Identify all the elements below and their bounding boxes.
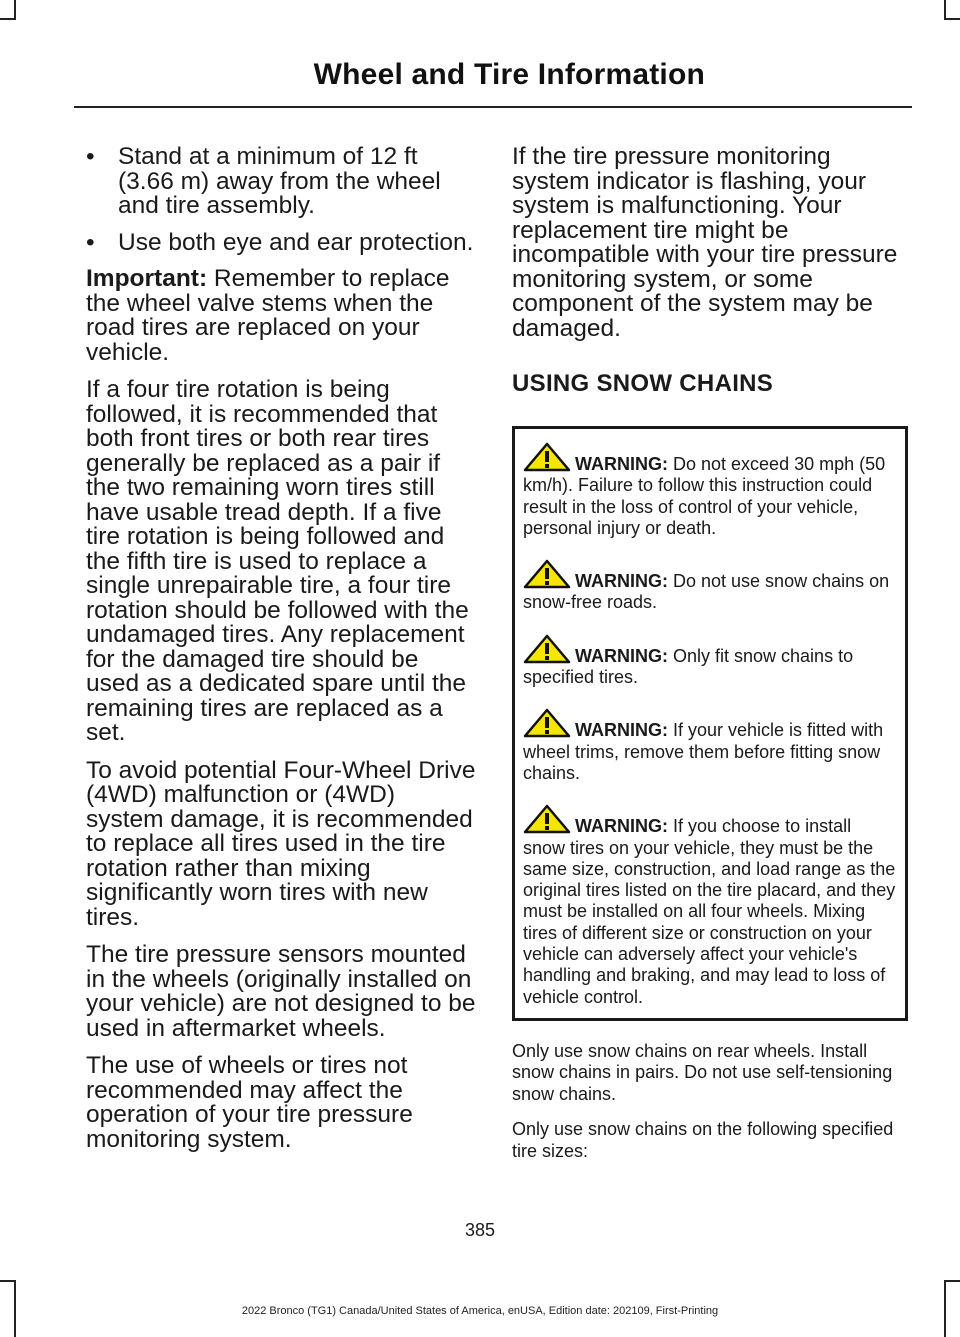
warning-text: Do not exceed 30 mph (50 km/h). Failure to follow this instruction could result in the loss of control of your vehicle, personal injury or death. bbox=[523, 454, 886, 538]
warning-item bbox=[523, 442, 897, 539]
warning-item bbox=[523, 559, 897, 614]
bullet-dot: • bbox=[86, 228, 95, 256]
warning-triangle-icon bbox=[523, 559, 571, 589]
paragraph: To avoid potential Four-Wheel Drive (4WD) malfunction or (4WD) system damage, it is recommended to replace all tires used in the tire rotation rather than mixing significantly worn tires with new tires. bbox=[86, 756, 476, 931]
warning-box bbox=[512, 426, 908, 1021]
warning-item bbox=[523, 804, 897, 1008]
left-column bbox=[86, 145, 478, 1165]
crop-mark-top-right-v bbox=[944, 0, 946, 20]
warning-text: If you choose to install snow tires on your vehicle, they must be the same size, construction, and load range as the original tires listed on the tire placard, and they must be installed on all four wheels. Mixing tires of different size or construction on your vehicle can adversely affect your vehicle's handling and braking, and may lead to loss of vehicle control. bbox=[523, 816, 896, 1007]
footer-text: 2022 Bronco (TG1) Canada/United States of America, enUSA, Edition date: 202109, First-Printing bbox=[241, 1305, 719, 1317]
warning-label: WARNING: bbox=[575, 645, 668, 666]
right-column bbox=[512, 145, 908, 1176]
warning-text: Do not use snow chains on snow-free roads. bbox=[523, 571, 890, 613]
bullet-dot: • bbox=[86, 143, 95, 170]
page-number: 385 bbox=[464, 1220, 496, 1240]
paragraph: The use of wheels or tires not recommended may affect the operation of your tire pressure monitoring system. bbox=[86, 1052, 413, 1153]
warning-triangle-icon bbox=[523, 634, 571, 664]
page-title: Wheel and Tire Information bbox=[313, 58, 705, 91]
warning-label: WARNING: bbox=[575, 571, 668, 592]
bullet-text: Use both eye and ear protection. bbox=[118, 228, 474, 256]
bullet-item bbox=[86, 145, 478, 219]
crop-mark-top-left-v bbox=[14, 0, 16, 20]
warning-triangle-icon bbox=[523, 708, 571, 738]
paragraph: Only use snow chains on rear wheels. Install snow chains in pairs. Do not use self-tensioning snow chains. bbox=[512, 1040, 893, 1104]
header-divider bbox=[74, 106, 912, 108]
crop-mark-top-right-h bbox=[944, 18, 960, 20]
important-note bbox=[86, 267, 478, 365]
paragraph: The tire pressure sensors mounted in the wheels (originally installed on your vehicle) are not designed to be used in aftermarket wheels. bbox=[86, 941, 476, 1042]
paragraph: If the tire pressure monitoring system indicator is flashing, your system is malfunctioning. Your replacement tire might be incompatible with your tire pressure monitoring system, or some component of the system may be damaged. bbox=[512, 143, 898, 342]
crop-mark-top-left-h bbox=[0, 18, 16, 20]
important-text: Remember to replace the wheel valve stems when the road tires are replaced on your vehicle. bbox=[86, 265, 450, 366]
important-label: Important: bbox=[86, 265, 208, 292]
warning-item bbox=[523, 634, 897, 689]
paragraph: If a four tire rotation is being followed, it is recommended that both front tires or both rear tires generally be replaced as a pair if the two remaining worn tires still have usable tread depth. If a five tire rotation is being followed and the fifth tire is used to replace a single unrepairable tire, a four tire rotation should be followed with the undamaged tires. Any replacement for the damaged tire should be used as a dedicated spare until the remaining tires are replaced as a set. bbox=[86, 376, 469, 746]
warning-label: WARNING: bbox=[575, 454, 668, 474]
warning-triangle-icon bbox=[523, 442, 571, 472]
warning-label: WARNING: bbox=[575, 816, 668, 837]
crop-mark-bottom-right-h bbox=[944, 1280, 960, 1282]
warning-label: WARNING: bbox=[575, 720, 668, 741]
bullet-text: Stand at a minimum of 12 ft (3.66 m) away from the wheel and tire assembly. bbox=[118, 143, 441, 219]
warning-item bbox=[523, 708, 897, 784]
crop-mark-bottom-left-h bbox=[0, 1280, 16, 1282]
section-heading: USING SNOW CHAINS bbox=[512, 370, 774, 397]
bullet-item bbox=[86, 228, 478, 256]
warning-triangle-icon bbox=[523, 804, 571, 834]
warning-text: If your vehicle is fitted with wheel trims, remove them before fitting snow chains. bbox=[523, 720, 884, 783]
warning-text: Only fit snow chains to specified tires. bbox=[523, 645, 854, 688]
paragraph: Only use snow chains on the following specified tire sizes: bbox=[512, 1119, 894, 1161]
